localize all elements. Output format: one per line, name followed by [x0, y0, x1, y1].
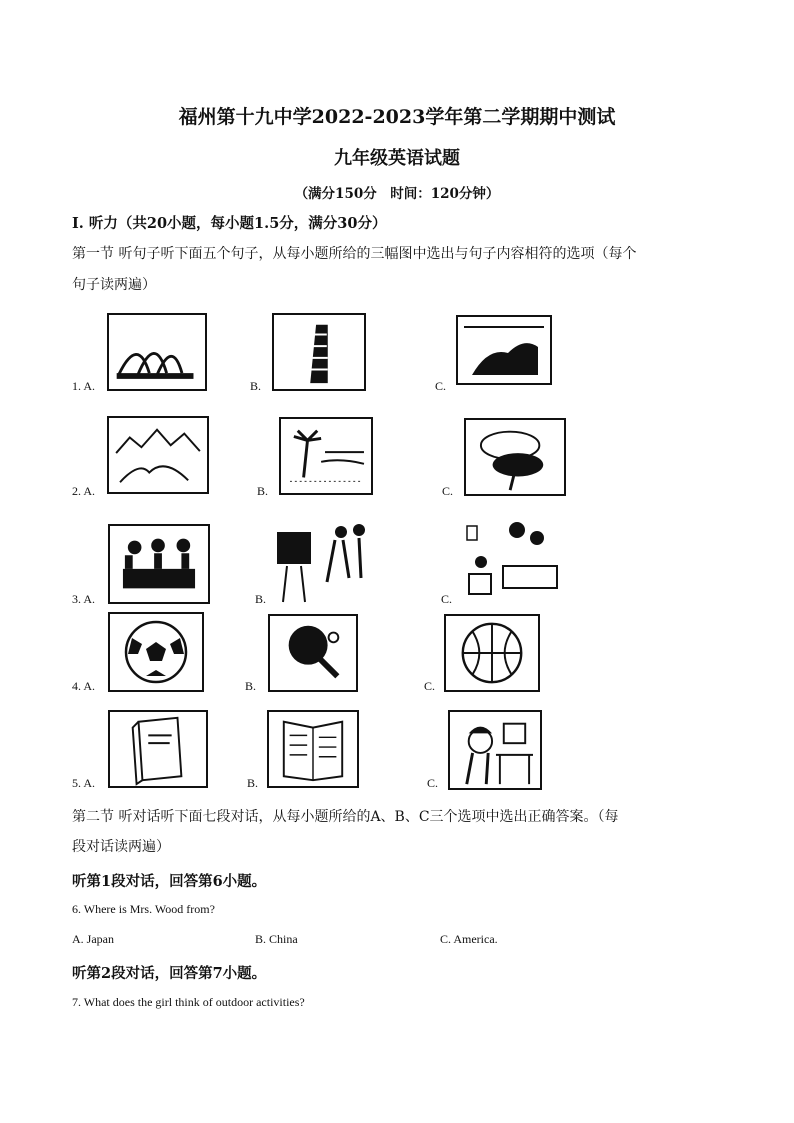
listen-instruction-1: 听第1段对话，回答第6小题。 [72, 873, 267, 890]
mountains-icon [107, 416, 209, 494]
part1-instructions-line2: 句子读两遍） [72, 277, 156, 293]
basketball-icon [444, 614, 540, 692]
part2-instructions-line1: 第二节 听对话听下面七段对话，从每小题所给的A、B、C三个选项中选出正确答案。（每 [72, 809, 619, 825]
question-2-label: 2. A. [72, 484, 96, 498]
page-subtitle: 九年级英语试题 [334, 148, 460, 169]
question-4-option-c: C. [424, 679, 436, 693]
people-watching-tv-icon [271, 518, 389, 604]
question-5-option-b: B. [247, 776, 259, 790]
family-on-sofa-icon [463, 516, 559, 600]
english-dictionary-icon [108, 710, 208, 788]
question-6-option-b: B. China [255, 932, 298, 946]
question-5-label: 5. A. [72, 776, 96, 790]
question-2-option-c: C. [442, 484, 454, 498]
exam-meta: （满分150分 时间：120分钟） [294, 186, 500, 202]
page-title: 福州第十九中学2022-2023学年第二学期期中测试 [178, 106, 616, 128]
question-1-option-c: C. [435, 379, 447, 393]
question-7: 7. What does the girl think of outdoor activities? [72, 995, 305, 1009]
newspaper-icon [267, 710, 359, 788]
section-heading-listening: I. 听力（共20小题，每小题1.5分，满分30分） [72, 215, 387, 232]
listen-instruction-2: 听第2段对话，回答第7小题。 [72, 965, 267, 982]
great-wall-icon [456, 315, 552, 385]
part2-instructions-line2: 段对话读两遍） [72, 839, 170, 855]
boy-at-computer-icon [448, 710, 542, 790]
opera-house-icon [107, 313, 207, 391]
beach-icon [279, 417, 373, 495]
question-5-option-c: C. [427, 776, 439, 790]
question-4-label: 4. A. [72, 679, 96, 693]
question-2-option-b: B. [257, 484, 269, 498]
ping-pong-icon [268, 614, 358, 692]
question-1-label: 1. A. [72, 379, 96, 393]
family-dinner-icon [108, 524, 210, 604]
leaning-tower-icon [272, 313, 366, 391]
soccer-ball-icon [108, 612, 204, 692]
question-1-option-b: B. [250, 379, 262, 393]
question-6: 6. Where is Mrs. Wood from? [72, 902, 215, 916]
question-6-option-a: A. Japan [72, 932, 114, 946]
question-3-option-c: C. [441, 592, 453, 606]
part1-instructions-line1: 第一节 听句子听下面五个句子，从每小题所给的三幅图中选出与句子内容相符的选项（每个 [72, 246, 637, 262]
question-4-option-b: B. [245, 679, 257, 693]
tree-landscape-icon [464, 418, 566, 496]
question-6-option-c: C. America. [440, 932, 498, 946]
question-3-option-b: B. [255, 592, 267, 606]
question-3-label: 3. A. [72, 592, 96, 606]
